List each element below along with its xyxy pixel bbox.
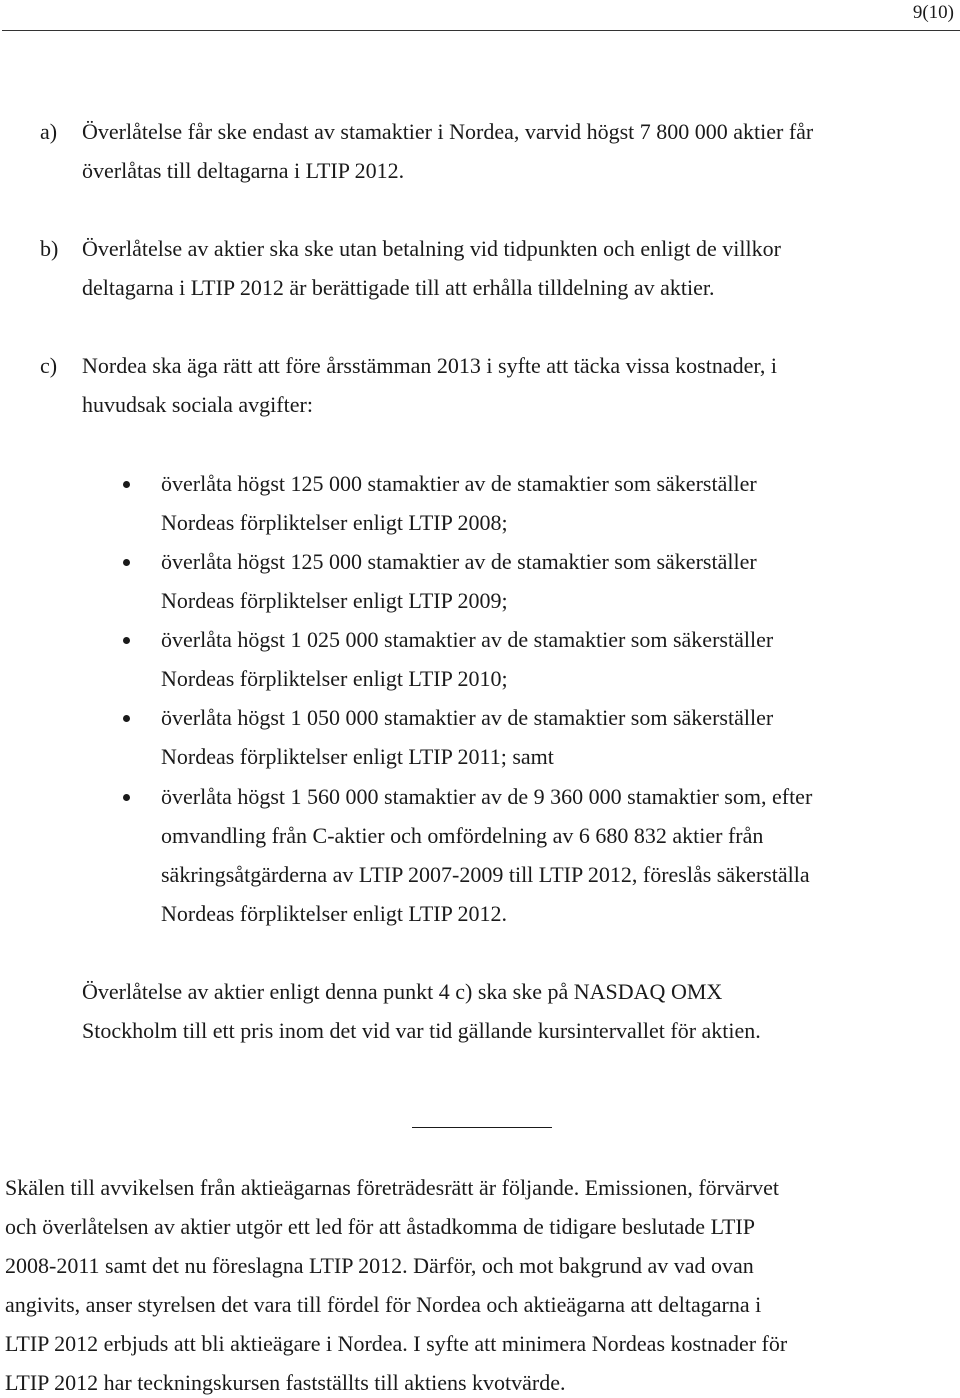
item-a-marker: a) <box>40 119 58 144</box>
page-number: 9(10) <box>912 2 954 23</box>
bullet-2-line: överlåta högst 125 000 stamaktier av de stamaktier som säkerställer <box>161 549 757 574</box>
item-a-line: överlåtas till deltagarna i LTIP 2012. <box>82 158 405 183</box>
bullet-5-line: omvandling från C-aktier och omfördelning av 6 680 832 aktier från <box>161 823 764 848</box>
bullet-icon <box>123 715 130 722</box>
item-c-line: huvudsak sociala avgifter: <box>82 392 313 417</box>
bullet-icon <box>123 559 130 566</box>
bullet-5-line: säkringsåtgärderna av LTIP 2007-2009 till LTIP 2012, föreslås säkerställa <box>161 862 810 887</box>
item-c-line: Nordea ska äga rätt att före årsstämman 2013 i syfte att täcka vissa kostnader, i <box>82 353 777 378</box>
reasons-paragraph-line: 2008-2011 samt det nu föreslagna LTIP 2012. Därför, och mot bakgrund av vad ovan <box>5 1253 754 1278</box>
bullet-4-line: Nordeas förpliktelser enligt LTIP 2011; samt <box>161 744 554 769</box>
bullet-1-line: Nordeas förpliktelser enligt LTIP 2008; <box>161 510 508 535</box>
transfer-paragraph-line: Stockholm till ett pris inom det vid var tid gällande kursintervallet för aktien. <box>82 1018 761 1043</box>
transfer-paragraph-line: Överlåtelse av aktier enligt denna punkt 4 c) ska ske på NASDAQ OMX <box>82 979 723 1004</box>
bullet-3-line: överlåta högst 1 025 000 stamaktier av de stamaktier som säkerställer <box>161 627 774 652</box>
reasons-paragraph-line: och överlåtelsen av aktier utgör ett led för att åstadkomma de tidigare beslutade LTIP <box>5 1214 755 1239</box>
item-b-line: deltagarna i LTIP 2012 är berättigade till att erhålla tilldelning av aktier. <box>82 275 715 300</box>
item-c-marker: c) <box>40 353 58 378</box>
bullet-3-line: Nordeas förpliktelser enligt LTIP 2010; <box>161 666 508 691</box>
bullet-2-line: Nordeas förpliktelser enligt LTIP 2009; <box>161 588 508 613</box>
reasons-paragraph-line: LTIP 2012 har teckningskursen fastställts till aktiens kvotvärde. <box>5 1370 566 1395</box>
bullet-5-line: Nordeas förpliktelser enligt LTIP 2012. <box>161 901 508 926</box>
bullet-icon <box>123 637 130 644</box>
item-b-line: Överlåtelse av aktier ska ske utan betalning vid tidpunkten och enligt de villkor <box>82 236 781 261</box>
section-separator <box>412 1127 552 1128</box>
bullet-4-line: överlåta högst 1 050 000 stamaktier av de stamaktier som säkerställer <box>161 705 774 730</box>
bullet-icon <box>123 794 130 801</box>
reasons-paragraph-line: Skälen till avvikelsen från aktieägarnas företrädesrätt är följande. Emissionen, förvärvet <box>5 1175 779 1200</box>
header-rule <box>2 30 960 31</box>
reasons-paragraph-line: angivits, anser styrelsen det vara till fördel för Nordea och aktieägarna att deltagarna i <box>5 1292 762 1317</box>
item-a-line: Överlåtelse får ske endast av stamaktier i Nordea, varvid högst 7 800 000 aktier får <box>82 119 814 144</box>
bullet-icon <box>123 481 130 488</box>
item-b-marker: b) <box>40 236 59 261</box>
reasons-paragraph-line: LTIP 2012 erbjuds att bli aktieägare i Nordea. I syfte att minimera Nordeas kostnader för <box>5 1331 788 1356</box>
bullet-5-line: överlåta högst 1 560 000 stamaktier av de 9 360 000 stamaktier som, efter <box>161 784 813 809</box>
bullet-1-line: överlåta högst 125 000 stamaktier av de stamaktier som säkerställer <box>161 471 757 496</box>
